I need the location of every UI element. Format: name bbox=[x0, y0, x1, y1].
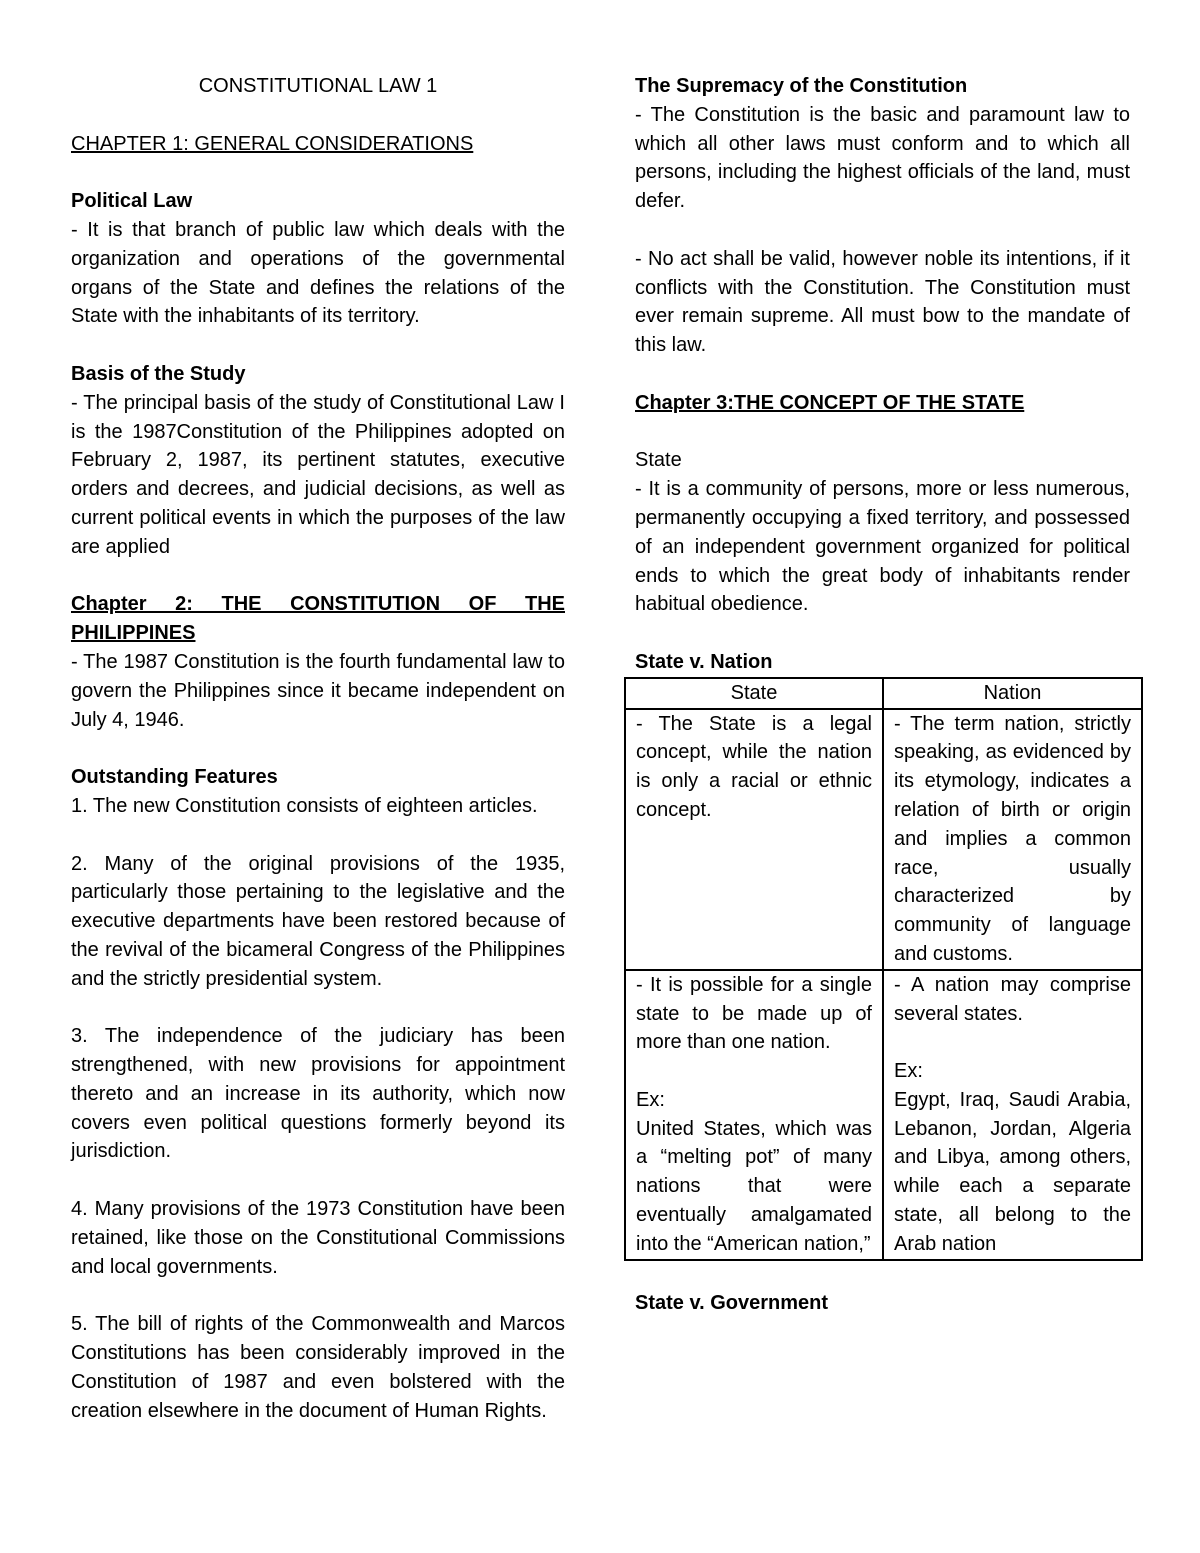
chapter2-heading: Chapter 2: THE CONSTITUTION OF THE PHILIPPINES bbox=[71, 593, 565, 645]
supremacy-para1: - The Constitution is the basic and paramount law to which all other laws must conform and to which all persons, including the highest officials of the land, must defer. bbox=[635, 103, 1130, 213]
table-header-state: State bbox=[625, 678, 883, 709]
features-heading: Outstanding Features bbox=[71, 766, 278, 789]
table-row bbox=[625, 970, 1142, 1260]
supremacy-heading: The Supremacy of the Constitution bbox=[635, 75, 968, 97]
table-cell bbox=[625, 970, 883, 1260]
table-cell: - The term nation, strictly speaking, as evidenced by its etymology, indicates a relation of birth or origin and implies a common race, usually characterized by community of language and customs. bbox=[883, 709, 1142, 970]
chapter3-heading: Chapter 3:THE CONCEPT OF THE STATE bbox=[635, 391, 1025, 414]
supremacy-para2: - No act shall be valid, however noble its intentions, if it conflicts with the Constitution. The Constitution must ever remain supreme. All must bow to the mandate of this law. bbox=[635, 247, 1130, 357]
state-v-government-heading: State v. Government bbox=[635, 1292, 829, 1315]
state-v-nation-heading: State v. Nation bbox=[635, 650, 773, 673]
table-header-row bbox=[625, 678, 1142, 709]
state-v-nation-table bbox=[624, 677, 1143, 1261]
cell-ex-label: Ex: bbox=[636, 1088, 665, 1111]
feature-item: 4. Many provisions of the 1973 Constitution have been retained, like those on the Constitutional Commissions and local governments. bbox=[71, 1198, 565, 1278]
left-column bbox=[71, 72, 565, 1425]
table-cell: - The State is a legal concept, while the nation is only a racial or ethnic concept. bbox=[625, 709, 883, 970]
table-header-nation: Nation bbox=[883, 678, 1142, 709]
feature-item: 3. The independence of the judiciary has been strengthened, with new provisions for appointment thereto and an increase in its authority, which now covers even political questions formerly beyond its jurisdiction. bbox=[71, 1025, 565, 1163]
basis-heading: Basis of the Study bbox=[71, 362, 246, 385]
basis-text: - The principal basis of the study of Constitutional Law I is the 1987Constitution of the Philippines adopted on February 2, 1987, its pertinent statutes, executive orders and decrees, and judicial decisions, as well as current political events in which the purposes of the law are applied bbox=[71, 391, 565, 558]
feature-item: 1. The new Constitution consists of eighteen articles. bbox=[71, 794, 538, 817]
table-row bbox=[625, 709, 1142, 970]
political-law-heading: Political Law bbox=[71, 190, 193, 213]
feature-item: 5. The bill of rights of the Commonwealth and Marcos Constitutions has been considerably improved in the Constitution of 1987 and even bolstered with the creation elsewhere in the document of Human Rights. bbox=[71, 1313, 565, 1422]
cell-text: - A nation may comprise several states. bbox=[894, 973, 1131, 1025]
cell-ex-label: Ex: bbox=[894, 1060, 923, 1083]
right-column bbox=[635, 72, 1130, 1318]
feature-item: 2. Many of the original provisions of the 1935, particularly those pertaining to the legislative and the executive departments have been restored because of the revival of the bicameral Congress of the Philippines and the strictly presidential system. bbox=[71, 852, 565, 990]
cell-example: Egypt, Iraq, Saudi Arabia, Lebanon, Jordan, Algeria and Libya, among others, while each a separate state, all belong to the Arab nation bbox=[894, 1088, 1131, 1255]
cell-example: United States, which was a “melting pot” of many nations that were eventually amalgamated into the “American nation,” bbox=[636, 1117, 872, 1255]
table-cell bbox=[883, 970, 1142, 1260]
state-heading: State bbox=[635, 449, 682, 472]
document-title: CONSTITUTIONAL LAW 1 bbox=[198, 75, 438, 97]
political-law-text: - It is that branch of public law which deals with the organization and operations of the governmental organs of the State and defines the relations of the State with the inhabitants of its territory. bbox=[71, 218, 565, 328]
state-text: - It is a community of persons, more or less numerous, permanently occupying a fixed territory, and possessed of an independent government organized for political ends to which the great body of inhabitants render habitual obedience. bbox=[635, 478, 1130, 616]
chapter1-heading: CHAPTER 1: GENERAL CONSIDERATIONS bbox=[71, 132, 474, 155]
cell-text: - It is possible for a single state to be made up of more than one nation. bbox=[636, 973, 872, 1054]
chapter2-text: - The 1987 Constitution is the fourth fundamental law to govern the Philippines since it became independent on July 4, 1946. bbox=[71, 650, 565, 731]
